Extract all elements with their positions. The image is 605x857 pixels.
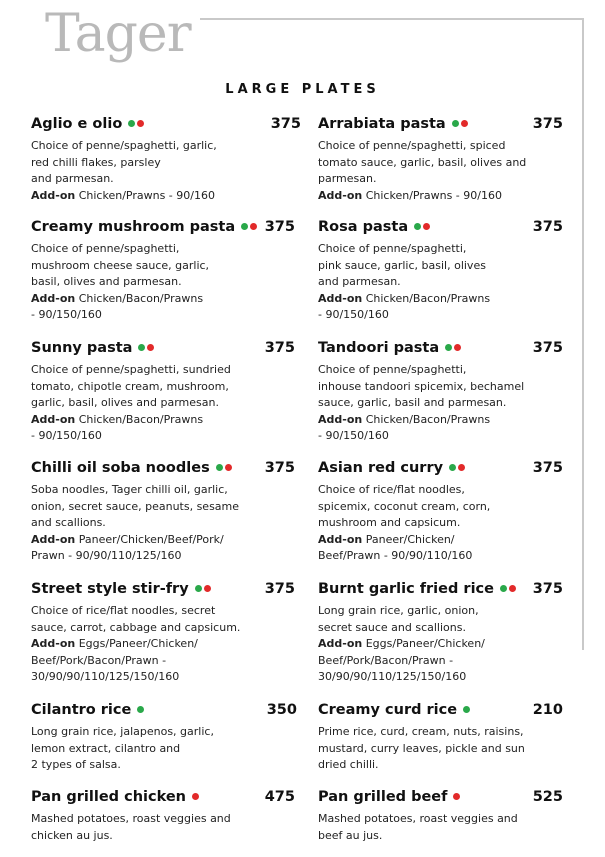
- nonveg-dot-icon: [461, 120, 468, 127]
- item-header: [31, 581, 295, 603]
- veg-dot-icon: [128, 120, 135, 127]
- item-header: [31, 219, 295, 241]
- addon-options: Prawn - 90/90/110/125/160: [31, 549, 182, 562]
- description-line: sauce, garlic, basil and parmesan.: [318, 396, 507, 409]
- addon-options: - 90/150/160: [318, 429, 389, 442]
- description-line: spicemix, coconut cream, corn,: [318, 499, 491, 513]
- addon-options: 30/90/90/110/125/150/160: [318, 670, 467, 683]
- item-name-text: Aglio e olio: [31, 116, 123, 132]
- addon-line: [31, 307, 295, 324]
- menu-item-asian-red-curry: [318, 460, 563, 565]
- addon-line: [31, 669, 295, 686]
- diet-indicator: [193, 581, 211, 597]
- description-line: Choice of rice/flat noodles, secret: [31, 604, 216, 617]
- nonveg-dot-icon: [453, 793, 460, 800]
- item-name-text: Tandoori pasta: [318, 340, 440, 356]
- item-header: [31, 702, 297, 724]
- addon-options: Beef/Pork/Bacon/Prawn -: [318, 653, 454, 667]
- addon-label: Add-on: [31, 291, 76, 305]
- nonveg-dot-icon: [204, 585, 211, 592]
- nonveg-dot-icon: [192, 793, 199, 800]
- addon-options: Chicken/Prawns - 90/160: [78, 188, 215, 202]
- item-name: [318, 116, 468, 132]
- diet-indicator: [126, 116, 144, 132]
- description-line: dried chilli.: [318, 758, 379, 771]
- diet-indicator: [447, 460, 465, 476]
- diet-indicator: [498, 581, 516, 597]
- description-line: red chilli flakes, parsley: [31, 155, 161, 169]
- item-description: [318, 482, 563, 565]
- item-price: 375: [264, 581, 295, 597]
- description-line: and parmesan.: [31, 172, 114, 185]
- addon-label: Add-on: [318, 637, 363, 650]
- nonveg-dot-icon: [509, 585, 516, 592]
- nonveg-dot-icon: [225, 464, 232, 471]
- item-description: [31, 811, 295, 844]
- item-description: [318, 603, 563, 686]
- description-line: Choice of penne/spaghetti, garlic,: [31, 139, 217, 152]
- addon-options: Chicken/Bacon/Prawns: [365, 412, 491, 426]
- addon-options: 30/90/90/110/125/150/160: [31, 670, 180, 683]
- addon-options: Chicken/Bacon/Prawns: [365, 291, 491, 305]
- menu-item-aglio-e-olio: [31, 116, 301, 204]
- veg-dot-icon: [414, 223, 421, 230]
- menu-item-pan-grilled-beef: [318, 789, 563, 844]
- item-name: [318, 789, 460, 805]
- addon-options: Chicken/Bacon/Prawns: [78, 412, 204, 426]
- item-name: [318, 460, 465, 476]
- item-name-text: Creamy curd rice: [318, 702, 458, 718]
- addon-line: [318, 428, 563, 445]
- description-line: tomato sauce, garlic, basil, olives and: [318, 155, 527, 169]
- addon-label: Add-on: [31, 412, 76, 426]
- item-description: [31, 724, 297, 774]
- description-line: garlic, basil, olives and parmesan.: [31, 396, 219, 409]
- diet-indicator: [451, 789, 460, 805]
- menu-item-tandoori-pasta: [318, 340, 563, 445]
- menu-item-arrabiata-pasta: [318, 116, 563, 204]
- description-line: inhouse tandoori spicemix, bechamel: [318, 379, 525, 393]
- addon-line: [31, 636, 295, 653]
- item-price: 350: [266, 702, 297, 718]
- item-header: [318, 460, 563, 482]
- item-description: [31, 138, 301, 204]
- item-name-text: Pan grilled chicken: [31, 789, 186, 805]
- item-description: [318, 724, 563, 774]
- addon-options: - 90/150/160: [318, 308, 389, 321]
- item-name: [318, 219, 430, 235]
- description-line: lemon extract, cilantro and: [31, 741, 181, 755]
- addon-line: [318, 636, 563, 653]
- addon-options: Chicken/Prawns - 90/160: [365, 188, 502, 202]
- item-name-text: Pan grilled beef: [318, 789, 448, 805]
- item-name: [31, 789, 199, 805]
- addon-label: Add-on: [318, 532, 363, 546]
- diet-indicator: [239, 219, 257, 235]
- addon-options: - 90/150/160: [31, 308, 102, 321]
- item-name-text: Burnt garlic fried rice: [318, 581, 494, 597]
- addon-line: [318, 669, 563, 686]
- description-line: Long grain rice, garlic, onion,: [318, 604, 479, 617]
- description-line: onion, secret sauce, peanuts, sesame: [31, 499, 240, 513]
- menu-item-rosa-pasta: [318, 219, 563, 324]
- diet-indicator: [461, 702, 470, 718]
- description-line: beef au jus.: [318, 828, 383, 842]
- addon-line: [31, 412, 295, 429]
- addon-line: [31, 291, 295, 308]
- description-line: chicken au jus.: [31, 828, 113, 842]
- veg-dot-icon: [137, 706, 144, 713]
- item-header: [318, 789, 563, 811]
- item-name: [31, 219, 257, 235]
- menu-item-street-style-stir-fry: [31, 581, 295, 686]
- description-line: Prime rice, curd, cream, nuts, raisins,: [318, 725, 524, 738]
- item-header: [31, 340, 295, 362]
- veg-dot-icon: [452, 120, 459, 127]
- item-header: [31, 460, 295, 482]
- item-header: [318, 116, 563, 138]
- nonveg-dot-icon: [250, 223, 257, 230]
- addon-label: Add-on: [31, 637, 76, 650]
- veg-dot-icon: [195, 585, 202, 592]
- addon-options: Eggs/Paneer/Chicken/: [78, 637, 198, 650]
- item-price: 375: [532, 116, 563, 132]
- item-name-text: Street style stir-fry: [31, 581, 189, 597]
- item-name-text: Cilantro rice: [31, 702, 132, 718]
- nonveg-dot-icon: [137, 120, 144, 127]
- addon-line: [31, 188, 301, 205]
- nonveg-dot-icon: [147, 344, 154, 351]
- item-name: [318, 702, 470, 718]
- item-header: [318, 702, 563, 724]
- veg-dot-icon: [463, 706, 470, 713]
- diet-indicator: [450, 116, 468, 132]
- diet-indicator: [190, 789, 199, 805]
- item-price: 375: [532, 460, 563, 476]
- addon-label: Add-on: [31, 532, 76, 546]
- item-description: [31, 482, 295, 565]
- description-line: Choice of penne/spaghetti, sundried: [31, 363, 231, 376]
- addon-options: Chicken/Bacon/Prawns: [78, 291, 204, 305]
- veg-dot-icon: [216, 464, 223, 471]
- item-description: [31, 362, 295, 445]
- item-description: [31, 603, 295, 686]
- addon-label: Add-on: [318, 291, 363, 305]
- addon-label: Add-on: [318, 412, 363, 426]
- section-title: LARGE PLATES: [225, 82, 380, 97]
- menu-item-pan-grilled-chicken: [31, 789, 295, 844]
- description-line: Mashed potatoes, roast veggies and: [31, 812, 231, 825]
- item-price: 375: [532, 219, 563, 235]
- item-price: 375: [264, 460, 295, 476]
- description-line: 2 types of salsa.: [31, 758, 121, 771]
- menu-item-sunny-pasta: [31, 340, 295, 445]
- description-line: tomato, chipotle cream, mushroom,: [31, 379, 229, 393]
- item-price: 475: [264, 789, 295, 805]
- item-name: [31, 460, 232, 476]
- diet-indicator: [136, 340, 154, 356]
- addon-label: Add-on: [31, 188, 76, 202]
- brand-logo: Tager: [45, 4, 191, 64]
- item-description: [318, 138, 563, 204]
- description-line: basil, olives and parmesan.: [31, 275, 182, 288]
- addon-line: [318, 532, 563, 549]
- item-price: 375: [270, 116, 301, 132]
- item-name-text: Arrabiata pasta: [318, 116, 446, 132]
- addon-options: Beef/Pork/Bacon/Prawn -: [31, 653, 167, 667]
- item-name: [318, 340, 461, 356]
- description-line: secret sauce and scallions.: [318, 620, 466, 634]
- addon-line: [31, 548, 295, 565]
- addon-line: [318, 412, 563, 429]
- item-header: [318, 581, 563, 603]
- addon-line: [318, 548, 563, 565]
- addon-line: [31, 653, 295, 670]
- addon-options: Paneer/Chicken/Beef/Pork/: [78, 532, 224, 546]
- nonveg-dot-icon: [454, 344, 461, 351]
- diet-indicator: [214, 460, 232, 476]
- description-line: Choice of penne/spaghetti,: [318, 363, 467, 376]
- item-description: [318, 241, 563, 324]
- frame-border-top: [200, 18, 584, 20]
- item-header: [31, 116, 301, 138]
- description-line: Choice of penne/spaghetti, spiced: [318, 139, 506, 152]
- description-line: Long grain rice, jalapenos, garlic,: [31, 725, 214, 738]
- diet-indicator: [443, 340, 461, 356]
- item-name: [31, 116, 144, 132]
- item-name: [31, 340, 154, 356]
- description-line: Choice of rice/flat noodles,: [318, 483, 465, 496]
- menu-item-creamy-mushroom-pasta: [31, 219, 295, 324]
- description-line: sauce, carrot, cabbage and capsicum.: [31, 620, 241, 634]
- description-line: and scallions.: [31, 516, 106, 529]
- description-line: Choice of penne/spaghetti,: [318, 242, 467, 255]
- addon-options: Paneer/Chicken/: [365, 532, 455, 546]
- item-description: [318, 811, 563, 844]
- addon-line: [318, 307, 563, 324]
- frame-border-right: [582, 18, 584, 650]
- item-price: 210: [532, 702, 563, 718]
- item-header: [318, 340, 563, 362]
- item-name: [31, 702, 144, 718]
- item-header: [31, 789, 295, 811]
- item-price: 525: [532, 789, 563, 805]
- veg-dot-icon: [241, 223, 248, 230]
- addon-line: [31, 428, 295, 445]
- description-line: and parmesan.: [318, 275, 401, 288]
- description-line: mushroom cheese sauce, garlic,: [31, 258, 210, 272]
- item-name-text: Asian red curry: [318, 460, 444, 476]
- diet-indicator: [135, 702, 144, 718]
- description-line: parmesan.: [318, 172, 377, 185]
- veg-dot-icon: [138, 344, 145, 351]
- description-line: mustard, curry leaves, pickle and sun: [318, 741, 525, 755]
- addon-line: [318, 291, 563, 308]
- item-header: [318, 219, 563, 241]
- addon-label: Add-on: [318, 188, 363, 202]
- item-price: 375: [264, 219, 295, 235]
- item-price: 375: [532, 581, 563, 597]
- item-name: [318, 581, 516, 597]
- item-name-text: Creamy mushroom pasta: [31, 219, 236, 235]
- item-name-text: Rosa pasta: [318, 219, 409, 235]
- veg-dot-icon: [449, 464, 456, 471]
- item-description: [318, 362, 563, 445]
- item-name-text: Chilli oil soba noodles: [31, 460, 210, 476]
- addon-line: [31, 532, 295, 549]
- description-line: mushroom and capsicum.: [318, 516, 461, 529]
- description-line: Soba noodles, Tager chilli oil, garlic,: [31, 483, 228, 496]
- item-price: 375: [264, 340, 295, 356]
- veg-dot-icon: [500, 585, 507, 592]
- item-name: [31, 581, 211, 597]
- menu-item-chilli-oil-soba-noodles: [31, 460, 295, 565]
- addon-options: Beef/Prawn - 90/90/110/160: [318, 549, 473, 562]
- menu-item-cilantro-rice: [31, 702, 297, 774]
- nonveg-dot-icon: [458, 464, 465, 471]
- description-line: pink sauce, garlic, basil, olives: [318, 258, 486, 272]
- addon-line: [318, 653, 563, 670]
- item-name-text: Sunny pasta: [31, 340, 133, 356]
- addon-line: [318, 188, 563, 205]
- nonveg-dot-icon: [423, 223, 430, 230]
- description-line: Mashed potatoes, roast veggies and: [318, 812, 518, 825]
- item-description: [31, 241, 295, 324]
- diet-indicator: [412, 219, 430, 235]
- menu-item-burnt-garlic-fried-rice: [318, 581, 563, 686]
- addon-options: - 90/150/160: [31, 429, 102, 442]
- veg-dot-icon: [445, 344, 452, 351]
- item-price: 375: [532, 340, 563, 356]
- menu-item-creamy-curd-rice: [318, 702, 563, 774]
- addon-options: Eggs/Paneer/Chicken/: [365, 637, 485, 650]
- description-line: Choice of penne/spaghetti,: [31, 242, 180, 255]
